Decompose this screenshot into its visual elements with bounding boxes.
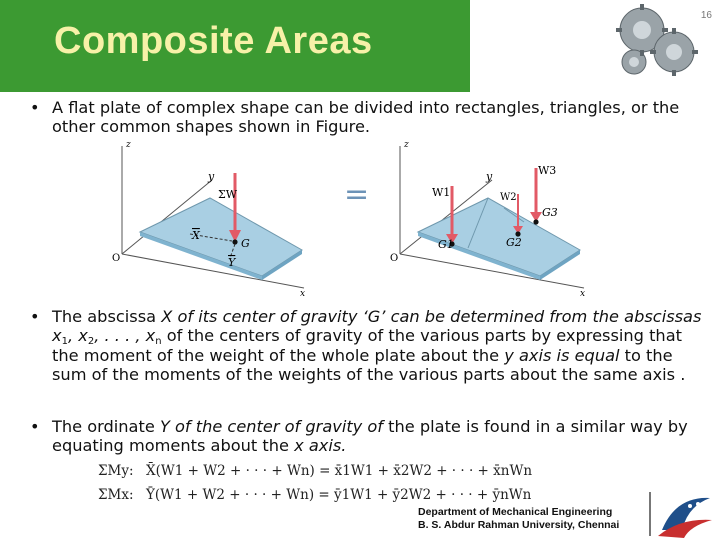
left-plate-diagram [112,140,305,299]
moment-equations [98,460,598,508]
equation-mx: Ȳ(W1 + W2 + · · · + Wn) = ȳ1W1 + ȳ2W2 + · · · + ȳnWn [146,487,532,503]
y-label: y [486,170,493,183]
bullet-text-italic: Y of the center of gravity of [159,417,384,436]
equation-mx-label: ΣMx: [98,487,134,503]
xbar-label: X [192,229,200,242]
centroid-g [232,239,237,244]
bullet-abscissa [30,307,707,385]
bullet-text: of the centers of gravity of the various parts by expressing that the moment of the weight of the whole plate about the [52,326,682,365]
bullet-text: The ordinate [52,417,160,436]
z-label: z [126,140,131,150]
university-logo-icon [654,490,716,540]
centroid-g3 [533,219,538,224]
subscript: n [155,336,162,348]
footer-department: Department of Mechanical Engineering [418,506,613,518]
slide-title: Composite Areas [54,20,373,62]
equation-my: X̄(W1 + W2 + · · · + Wn) = x̄1W1 + x̄2W2 + · · · + x̄nWn [146,463,533,479]
bullet-text-italic: , . . . , x [94,326,156,346]
w2-label: W2 [500,192,517,203]
x-label: x [300,289,306,299]
origin-label: O [112,253,121,264]
bullet-ordinate [30,417,702,456]
bullet-composite-plate [30,98,702,137]
bullet-text-italic: X of its center of gravity ‘G’ can be determined from the abscissas x [52,307,702,346]
w3-label: W3 [538,164,557,177]
g1-label: G1 [438,238,454,251]
equation-my-label: ΣMy: [98,463,134,479]
x-label: x [580,289,586,299]
gears-icon [612,2,702,80]
footer-divider [649,492,651,536]
right-plate-diagram [390,140,585,299]
subscript: 2 [87,336,95,348]
bullet-text: the plate is found in a similar way by equating moments about the [52,417,688,456]
y-label: y [208,170,215,183]
equals-sign: = [344,177,370,212]
bullet-text: to the sum of the moments of the weights of the various parts about the same axis . [52,345,686,385]
bullet-text-italic: x axis. [294,436,347,456]
composite-plate-figure [112,138,594,300]
g3-label: G3 [542,206,558,219]
bullet-text: The abscissa [52,307,162,326]
footer-university: B. S. Abdur Rahman University, Chennai [418,519,620,531]
bullet-text-italic: y axis is equal [504,345,620,365]
page-number: 16 [700,10,712,21]
weight-label: ΣW [218,188,238,201]
w1-label: W1 [432,186,451,199]
g2-label: G2 [506,236,522,249]
bullet-text-italic: , x [67,326,88,346]
bullet-dot: • [30,307,40,326]
origin-label: O [390,253,399,264]
g-label: G [241,237,250,250]
z-label: z [404,140,409,150]
bullet-dot: • [30,417,40,436]
bullet-text: A flat plate of complex shape can be divided into rectangles, triangles, or the other common shapes shown in Figure. [52,98,680,137]
bullet-dot: • [30,98,40,117]
subscript: 1 [61,336,68,348]
ybar-label: Y [228,256,236,269]
